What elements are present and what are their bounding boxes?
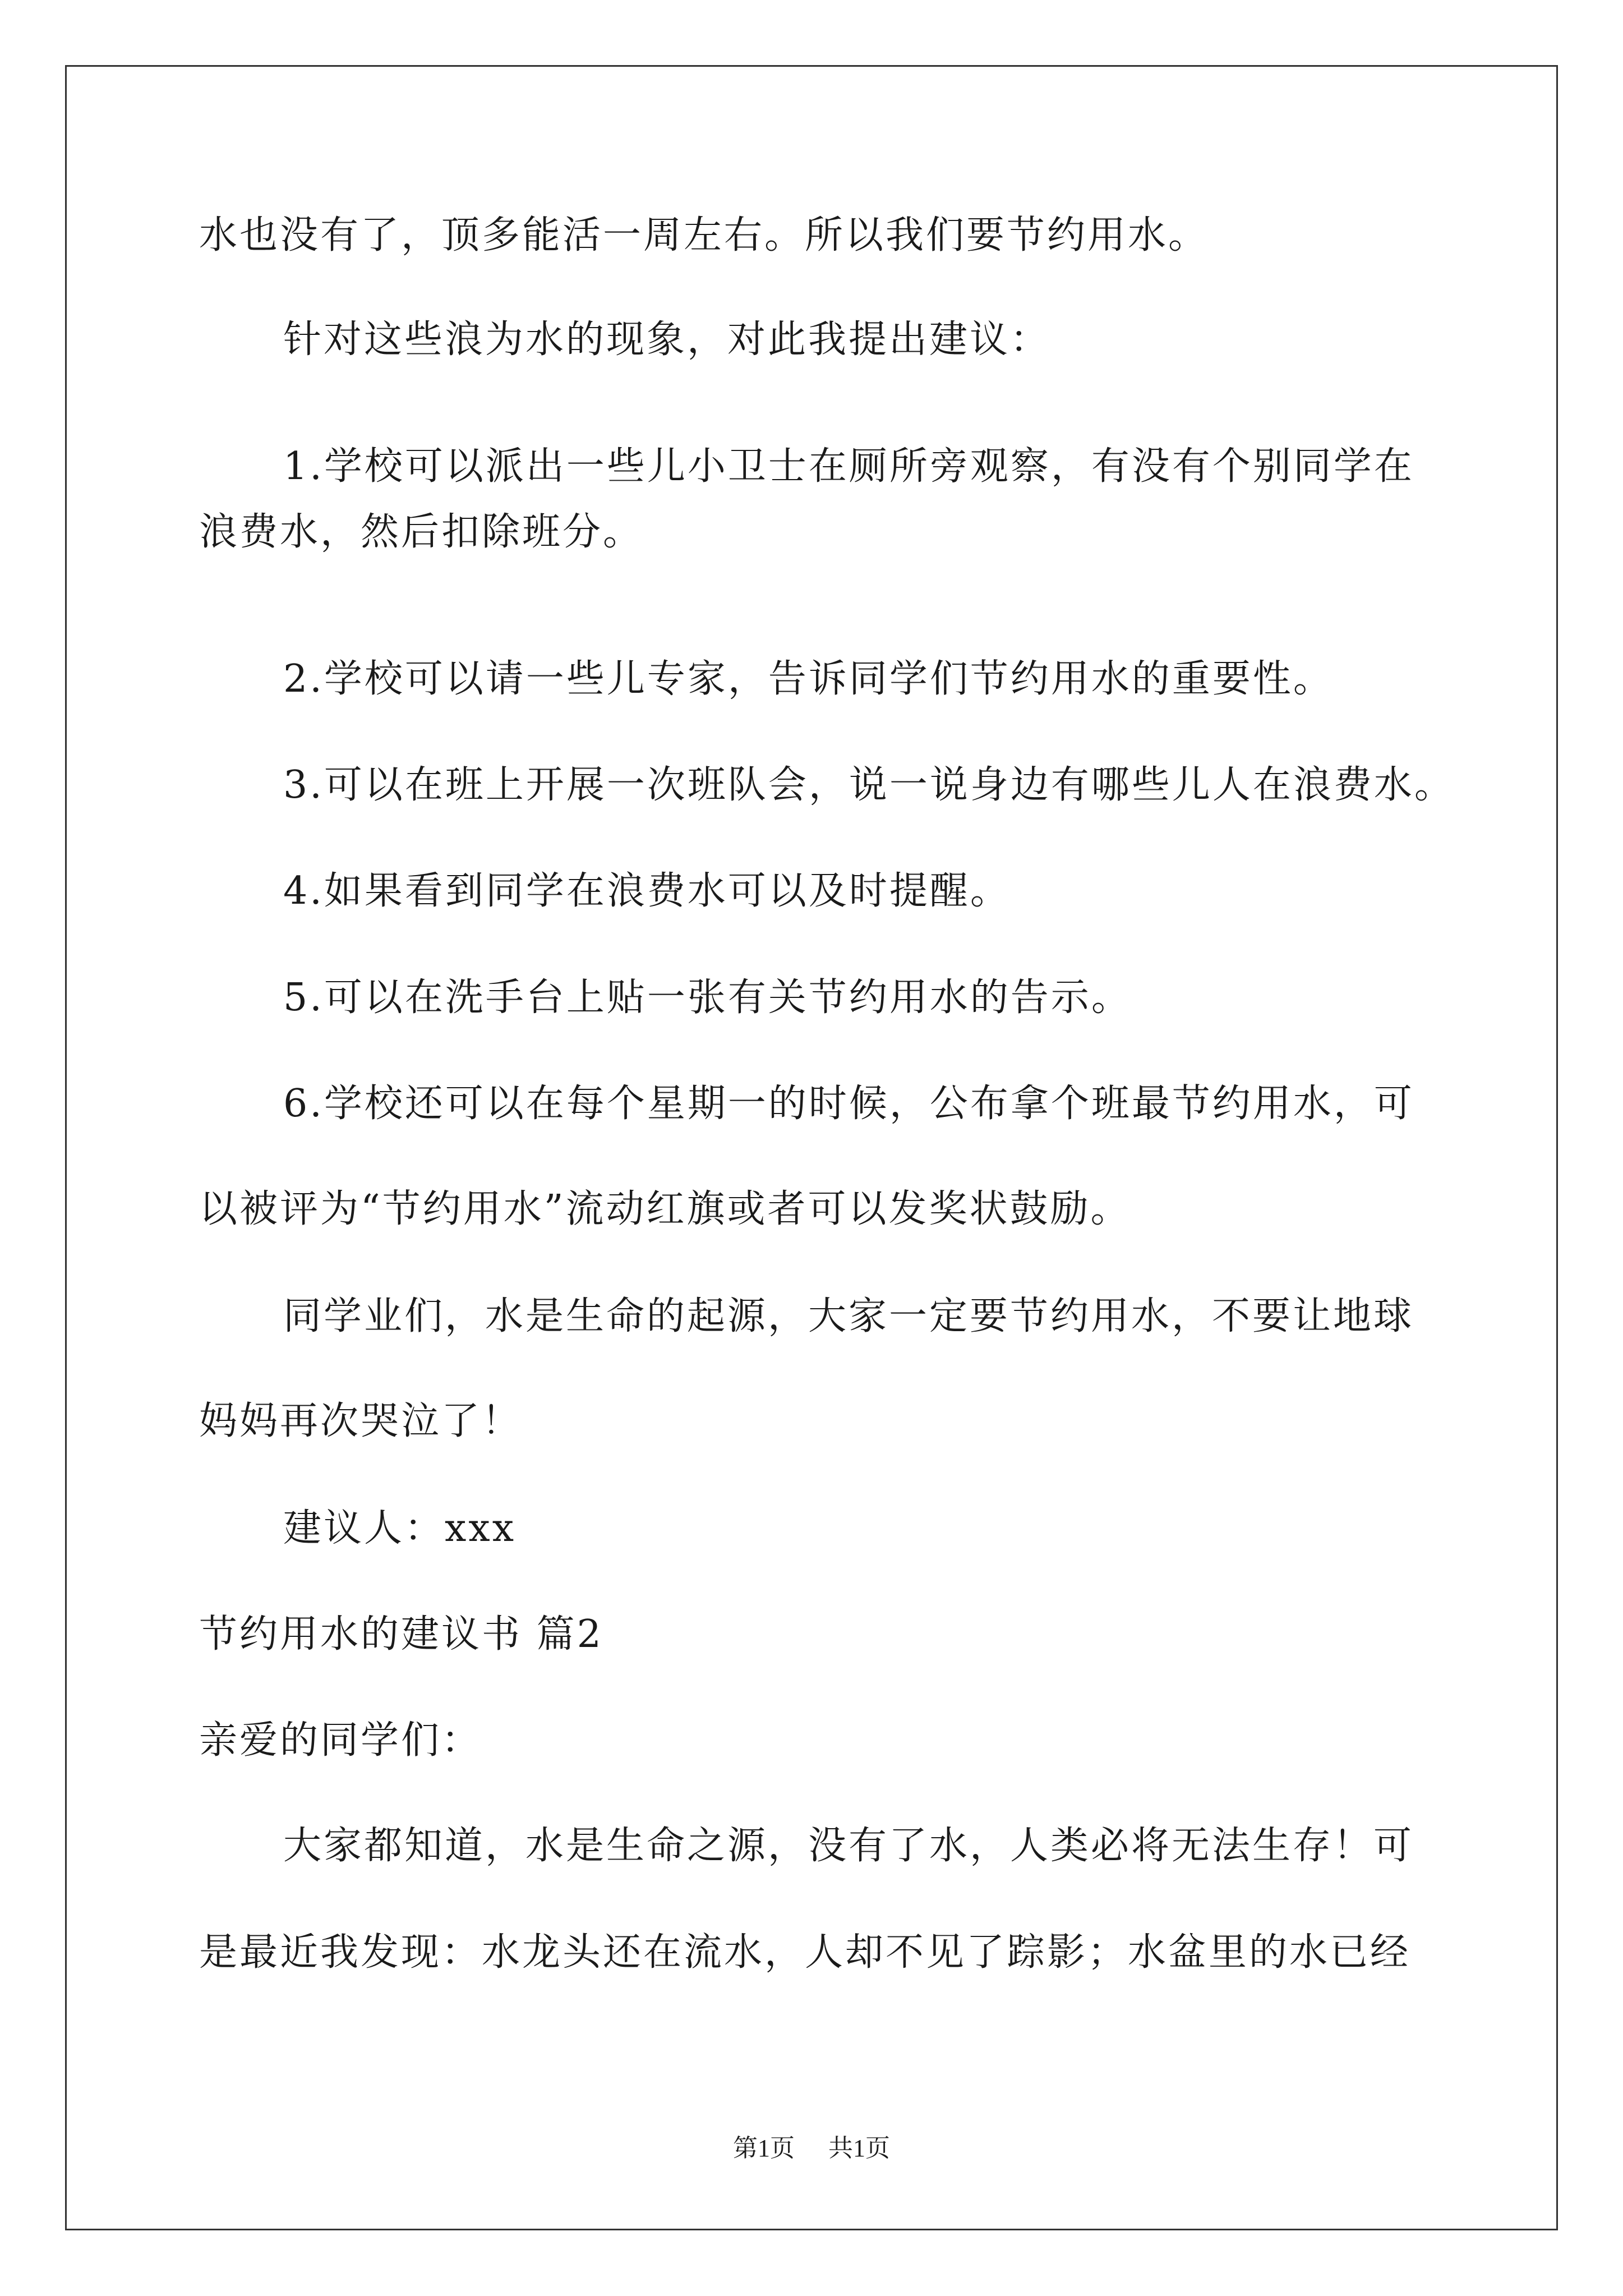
- paragraph-line: 妈妈再次哭泣了！: [199, 1399, 523, 1443]
- paragraph-line: 2.学校可以请一些儿专家，告诉同学们节约用水的重要性。: [283, 657, 1334, 701]
- paragraph-line: 1.学校可以派出一些儿小卫士在厕所旁观察，有没有个别同学在: [283, 444, 1414, 489]
- page-frame: [65, 65, 1558, 2230]
- paragraph-line: 大家都知道，水是生命之源，没有了水，人类必将无法生存！可: [283, 1824, 1414, 1868]
- paragraph-line: 5.可以在洗手台上贴一张有关节约用水的告示。: [283, 976, 1132, 1020]
- paragraph-line: 4.如果看到同学在浪费水可以及时提醒。: [283, 869, 1011, 913]
- paragraph-line: 浪费水，然后扣除班分。: [199, 510, 644, 554]
- page-total: 共1页: [828, 2134, 890, 2162]
- paragraph-line: 是最近我发现：水龙头还在流水，人却不见了踪影；水盆里的水已经: [199, 1930, 1411, 1975]
- paragraph-line: 同学业们，水是生命的起源，大家一定要节约用水，不要让地球: [283, 1294, 1414, 1338]
- paragraph-line: 以被评为“节约用水”流动红旗或者可以发奖状鼓励。: [199, 1187, 1131, 1231]
- paragraph-line: 3.可以在班上开展一次班队会，说一说身边有哪些儿人在浪费水。: [283, 763, 1455, 807]
- paragraph-line: 针对这些浪为水的现象，对此我提出建议：: [283, 318, 1051, 362]
- page-number: 第1页: [733, 2134, 795, 2162]
- signature-line: 建议人：xxx: [283, 1506, 517, 1550]
- section-heading: 节约用水的建议书 篇2: [199, 1612, 603, 1657]
- page-footer: [0, 2132, 1623, 2165]
- salutation: 亲爱的同学们：: [199, 1718, 482, 1763]
- paragraph-line: 水也没有了，顶多能活一周左右。所以我们要节约用水。: [199, 213, 1209, 257]
- paragraph-line: 6.学校还可以在每个星期一的时候，公布拿个班最节约用水，可: [283, 1082, 1414, 1126]
